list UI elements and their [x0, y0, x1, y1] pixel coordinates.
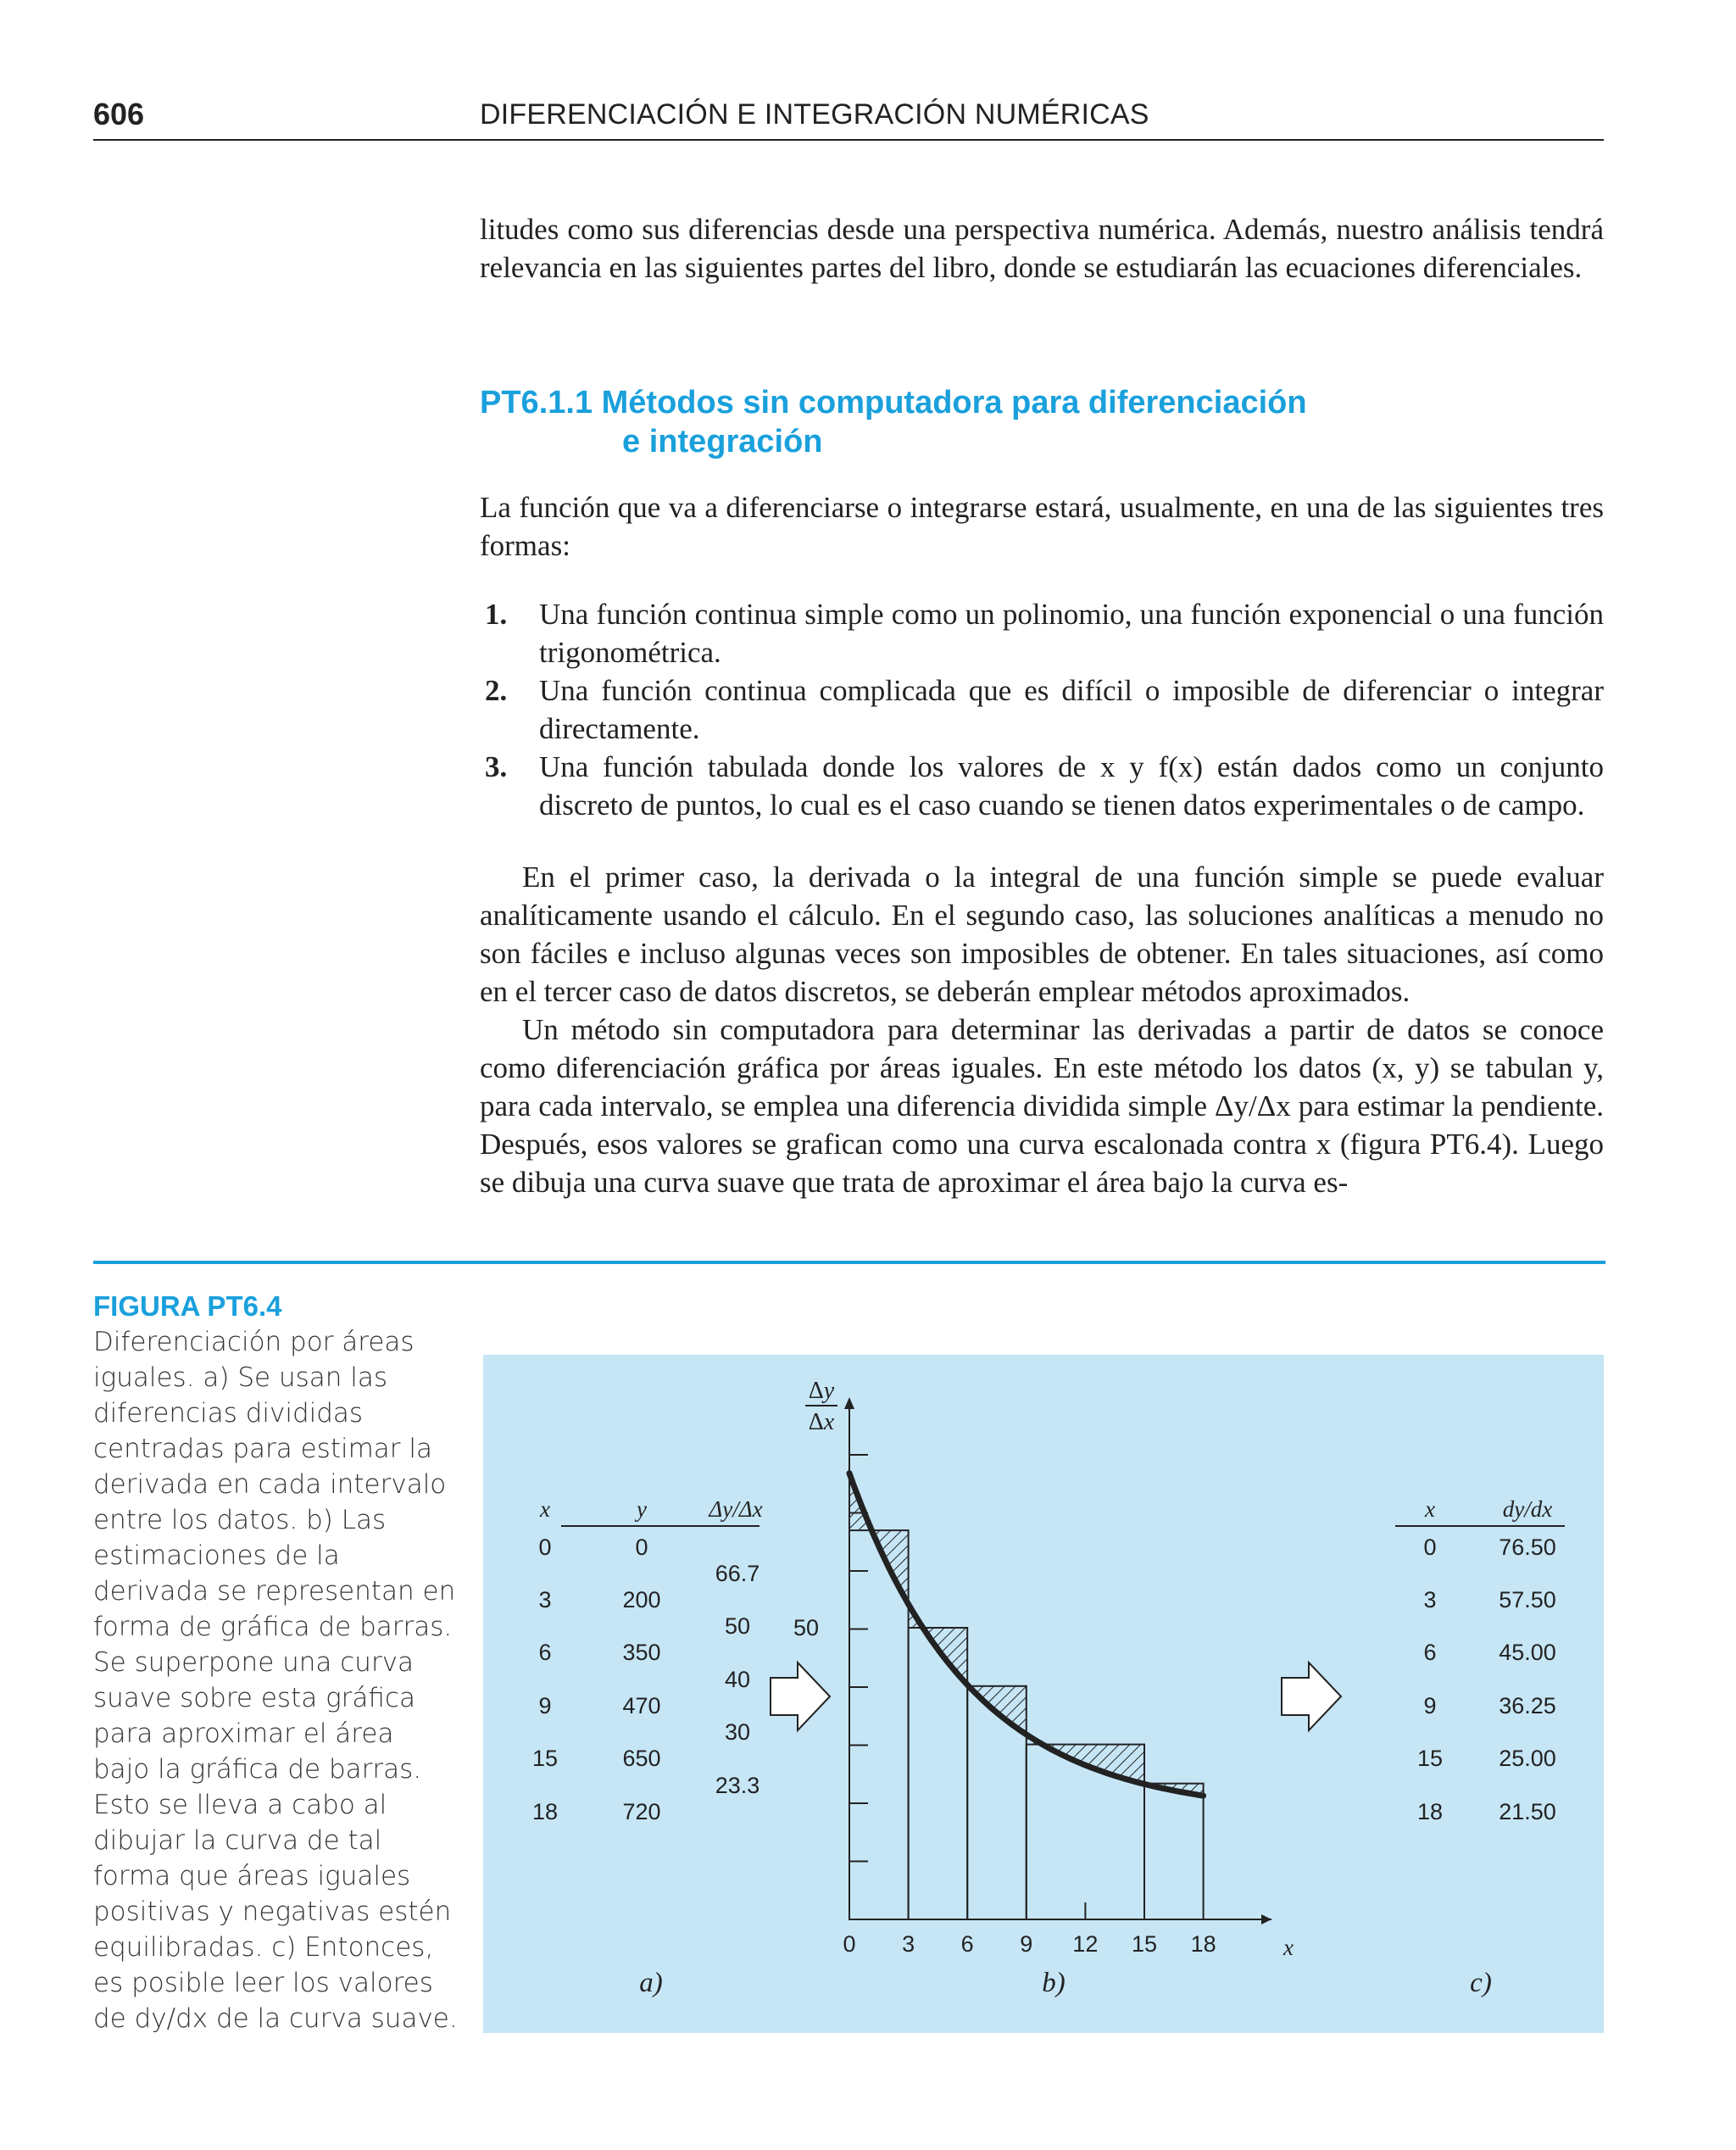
x-tick-label: 12 [1072, 1931, 1099, 1957]
table-a-cell: 200 [622, 1587, 661, 1612]
list-item-number: 2. [485, 674, 508, 707]
list-item-text: Una función tabulada donde los valores de x y f(x) están dados como un conjunto discreto de puntos, lo cual es el caso cuando se tienen datos experimentales o de campo. [539, 750, 1604, 822]
panel-b-label: b) [1042, 1968, 1066, 1998]
page-number: 606 [93, 97, 145, 131]
table-a-header-dydx: Δy/Δx [709, 1496, 763, 1522]
section-title [480, 383, 1604, 461]
table-a-cell: 0 [538, 1535, 552, 1560]
page-header [93, 93, 1604, 141]
section-title-line1: PT6.1.1 Métodos sin computadora para diferenciación [480, 385, 1307, 421]
figure-panel [483, 1355, 1604, 2033]
table-c-cell: 3 [1423, 1587, 1437, 1612]
section-title-line2: e integración [622, 424, 823, 460]
bar [1144, 1784, 1204, 1919]
paragraph-2: La función que va a diferenciarse o integrarse estará, usualmente, en una de las siguientes tres formas: [480, 491, 1604, 562]
x-tick-label: 15 [1131, 1931, 1158, 1957]
running-head: DIFERENCIACIÓN E INTEGRACIÓN NUMÉRICAS [480, 98, 1149, 131]
right-arrow-icon [1282, 1663, 1341, 1730]
y-axis-label-numerator: Δy [808, 1378, 835, 1404]
list-item-text: Una función continua simple como un polinomio, una función exponencial o una función trigonométrica. [539, 598, 1604, 669]
table-c-cell: 9 [1423, 1693, 1437, 1718]
list-item [480, 671, 1604, 748]
table-a-cell: 40 [724, 1667, 751, 1692]
list-item [480, 748, 1604, 824]
table-a-cell: 0 [635, 1535, 648, 1560]
y-axis-arrowhead [844, 1397, 854, 1409]
panel-a-label: a) [639, 1968, 663, 1998]
figure-svg [483, 1355, 1604, 2033]
x-tick-label: 0 [843, 1931, 856, 1957]
table-c-cell: 15 [1416, 1746, 1444, 1771]
table-c-cell: 36.25 [1499, 1693, 1556, 1718]
list-item-number: 3. [485, 750, 508, 783]
table-c-cell: 76.50 [1499, 1535, 1556, 1560]
table-a-cell: 23.3 [715, 1773, 760, 1798]
x-tick-label: 18 [1190, 1931, 1216, 1957]
panel-c-label: c) [1470, 1968, 1492, 1998]
x-tick-label: 9 [1020, 1931, 1033, 1957]
table-c-cell: 45.00 [1499, 1640, 1556, 1665]
right-arrow-icon [771, 1663, 830, 1730]
table-a-cell: 15 [531, 1746, 559, 1771]
figure-divider [93, 1261, 1605, 1264]
list-item-text: Una función continua complicada que es difícil o imposible de diferenciar o integrar directamente. [539, 674, 1604, 745]
table-c-cell: 0 [1423, 1535, 1437, 1560]
table-a [532, 1496, 763, 1998]
table-c-cell: 18 [1416, 1799, 1444, 1824]
y-tick-label-50: 50 [793, 1615, 819, 1640]
table-a-header-y: y [637, 1496, 647, 1522]
table-a-cell: 50 [724, 1613, 751, 1639]
table-a-cell: 30 [724, 1719, 751, 1745]
table-a-cell: 350 [622, 1640, 661, 1665]
list-item [480, 595, 1604, 671]
x-tick-labels [843, 1902, 1216, 1957]
table-a-cell: 650 [622, 1746, 661, 1771]
table-a-header-x: x [540, 1496, 550, 1522]
table-c-cell: 21.50 [1499, 1799, 1556, 1824]
table-c-header-dydx: dy/dx [1502, 1496, 1553, 1522]
table-c-header-x: x [1425, 1496, 1435, 1522]
table-a-cell: 720 [622, 1799, 661, 1824]
list-item-number: 1. [485, 598, 508, 631]
table-a-cell: 66.7 [715, 1561, 760, 1586]
paragraph-4: Un método sin computadora para determinar las derivadas a partir de datos se conoce como diferenciación gráfica por áreas iguales. En este método los datos (x, y) se tabulan y, para cada intervalo, se emplea una diferencia dividida simple Δy/Δx para estimar la pendiente. Después, esos valores se grafican como una curva escalonada contra x (figura PT6.4). Luego se dibuja una curva suave que trata de aproximar el área bajo la curva es- [480, 1013, 1604, 1199]
table-c-cell: 57.50 [1499, 1587, 1556, 1612]
table-c-cell: 25.00 [1499, 1746, 1556, 1771]
table-c [1395, 1496, 1565, 1998]
x-axis-arrowhead [1261, 1914, 1271, 1924]
x-tick-label: 6 [960, 1931, 974, 1957]
x-axis-label: x [1283, 1935, 1294, 1960]
chart-b [793, 1378, 1294, 1998]
y-axis-label-denominator: Δx [808, 1409, 835, 1435]
table-a-cell: 18 [531, 1799, 559, 1824]
figure-caption-title: FIGURA PT6.4 [93, 1290, 282, 1322]
forms-list [480, 595, 1604, 824]
table-a-cell: 470 [622, 1693, 661, 1718]
table-c-cell: 6 [1423, 1640, 1437, 1665]
figure-caption-text: Diferenciación por áreas iguales. a) Se usan las diferencias divididas centradas para estimar la derivada en cada intervalo entre los datos. b) Las estimaciones de la derivada se representan en forma de gráfica de barras. Se superpone una curva suave sobre esta gráfica para aproximar el área bajo la gráfica de barras. Esto se lleva a cabo al dibujar la curva de tal forma que áreas iguales positivas y negativas estén equilibradas. c) Entonces, es posible leer los valores de dy/dx de la curva suave. [93, 1327, 458, 2034]
paragraph-3: En el primer caso, la derivada o la integral de una función simple se puede evaluar analíticamente usando el cálculo. En el segundo caso, las soluciones analíticas a menudo no son fáciles e incluso algunas veces son imposibles de obtener. En tales situaciones, así como en el tercer caso de datos discretos, se deberán emplear métodos aproximados. [480, 861, 1604, 1008]
table-a-cell: 3 [538, 1587, 552, 1612]
table-a-cell: 9 [538, 1693, 552, 1718]
paragraph-1: litudes como sus diferencias desde una perspectiva numérica. Además, nuestro análisis tendrá relevancia en las siguientes partes del libro, donde se estudiarán las ecuaciones diferenciales. [480, 213, 1604, 284]
y-axis-label [805, 1378, 837, 1435]
figure-caption [93, 1289, 458, 2036]
table-a-cell: 6 [538, 1640, 552, 1665]
x-tick-label: 3 [902, 1931, 915, 1957]
